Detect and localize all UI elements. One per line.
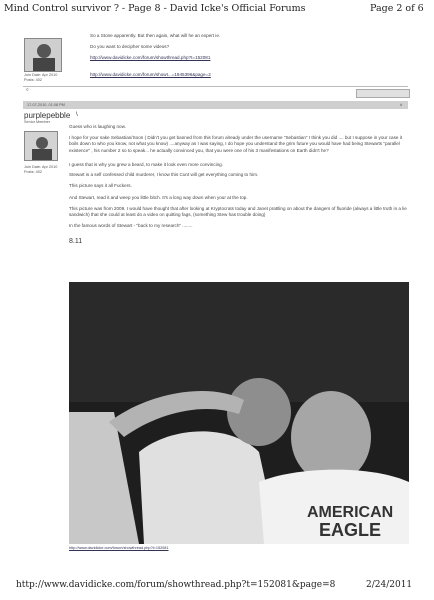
post-paragraph: I hope for your sake Sebastian/Soon ( Didn't you get banned from this forum already under the username "Sebastian" I think you did .... but I suppose in your case it boils down to who you know, not what you know) ....anyway as I was saying, I do hope you understand the grim future you would have had being Stewarts "parallel existence" , his number 2 so to speak... he actually convinced you, that you were one of his 3 manifestations on Earth didn't he? xyxy=(69,135,403,153)
post-paragraph: And Stewart, read it and weep you little bitch. It's a long way down when your at the top. xyxy=(69,195,248,200)
post-count: Posts: 402 xyxy=(24,170,42,174)
page-url: http://www.davidicke.com/forum/showthread.php?t=152081&page=8 xyxy=(16,580,336,590)
page-title: Mind Control survivor ? - Page 8 - David Icke's Official Forums xyxy=(4,3,306,14)
post-header-bar xyxy=(23,101,408,109)
post-controls xyxy=(356,89,410,98)
post-paragraph: In the famous words of Stewart - "back to my research" ........ xyxy=(69,223,193,228)
post-date: 17-07-2010, 01:08 PM xyxy=(27,103,65,107)
post-paragraph: Stewart is a self confessed child murderer, I know this Cunt will get everything coming to him. xyxy=(69,172,259,177)
post-text: Do you want to decipher some videos? xyxy=(90,44,170,49)
page-indicator: Page 2 of 6 xyxy=(370,3,424,14)
post-paragraph: Guess who is laughing now. xyxy=(69,124,126,129)
post-paragraph: This picture was from 2009. I would have thought that after looking at Kryptocrats today and Janet prattling on about the dangers of fluoride (always a little truth in a lie sandwich) that she could at least do a video on quitting fags, (something Stew has trouble doing) xyxy=(69,206,407,218)
post-text: So a Stone apparently. But then again, what will he an expert ie. xyxy=(90,33,221,38)
post-paragraph: This picture says it all Fuckers. xyxy=(69,183,132,188)
print-date: 2/24/2011 xyxy=(366,580,413,590)
photo-image xyxy=(69,282,409,544)
divider xyxy=(23,86,408,87)
username[interactable]: purplepebble xyxy=(24,111,71,120)
post-photo xyxy=(69,282,409,544)
thread-link[interactable]: http://www.davidicke.com/forum/showthread.php?t=152081 xyxy=(90,55,211,60)
quote-icon[interactable]: © xyxy=(26,88,29,92)
avatar xyxy=(24,131,58,161)
join-date: Join Date: Apr 2010 xyxy=(24,73,58,77)
reference-number: 8.11 xyxy=(69,238,83,245)
svg-text:AMERICAN: AMERICAN xyxy=(307,504,394,521)
post-paragraph: I guess that is why you grew a beard, to make it look even more convincing. xyxy=(69,162,223,167)
post-number[interactable]: # xyxy=(400,103,403,107)
avatar xyxy=(24,38,62,72)
svg-text:EAGLE: EAGLE xyxy=(319,520,382,540)
post-count: Posts: 402 xyxy=(24,78,42,82)
avatar-image xyxy=(25,39,61,71)
thread-link[interactable]: http://www.davidicke.com/forum/showt...=1945396&page=2 xyxy=(90,72,211,77)
user-title: Senior Member xyxy=(24,120,50,124)
join-date: Join Date: Apr 2010 xyxy=(24,165,58,169)
avatar-image xyxy=(25,132,57,160)
image-source-link[interactable]: http://www.davidicke.com/forum/showthread.php?t=152081 xyxy=(69,546,169,550)
user-glyph: \ xyxy=(76,112,78,118)
